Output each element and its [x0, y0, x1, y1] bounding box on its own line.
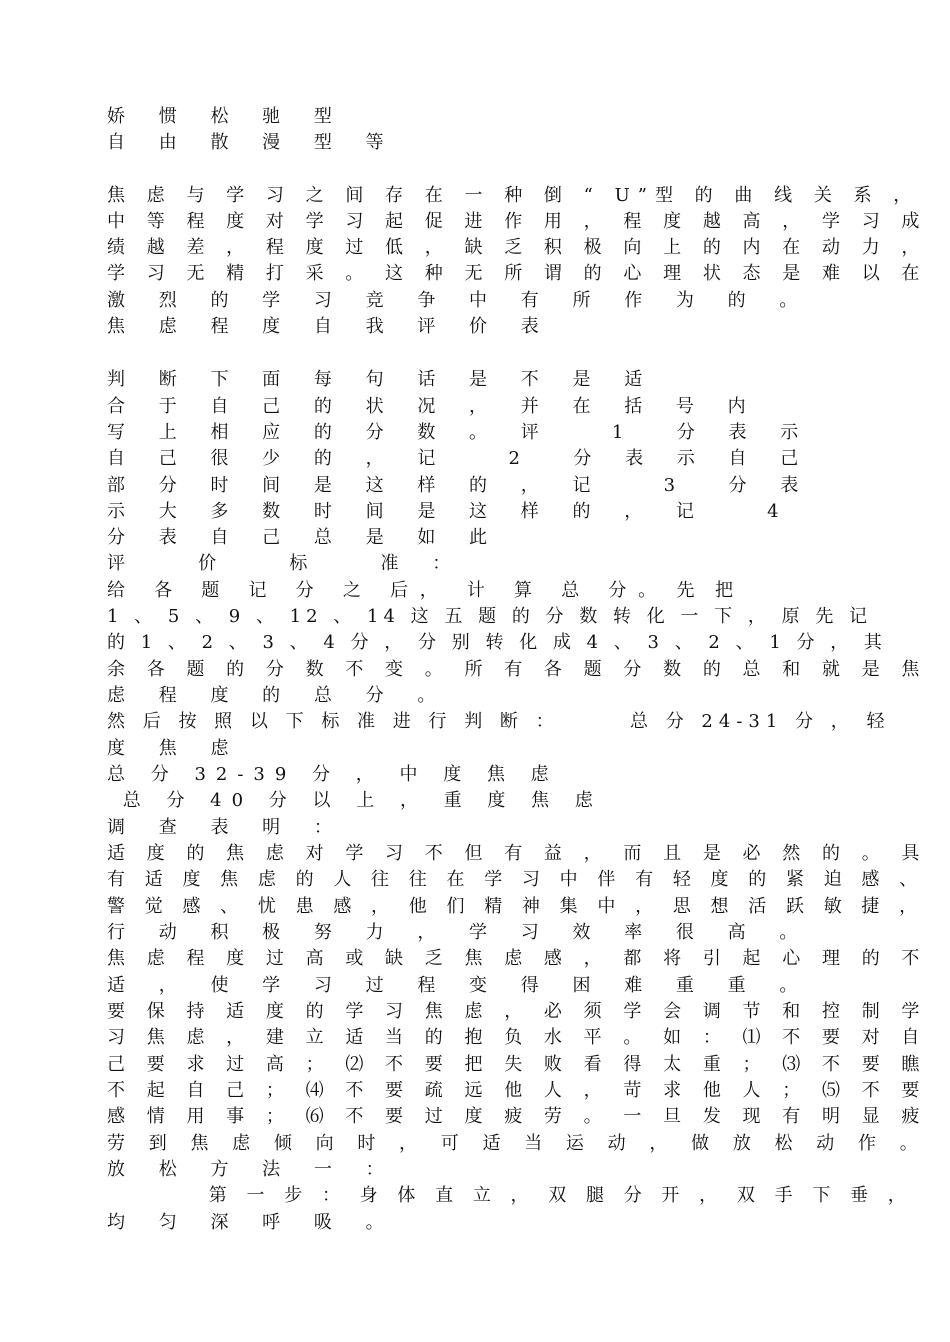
- text-line: 1 、 5 、 9 、 12 、 14 这 五 题 的 分 数 转 化 一 下 ， 原 先 记: [107, 606, 873, 627]
- text-line: 调 查 表 明 ：: [107, 817, 346, 838]
- text-line: 判 断 下 面 每 句 话 是 不 是 适: [107, 369, 657, 390]
- text-line: 度 焦 虑: [107, 738, 243, 759]
- text-line: 示 大 多 数 时 间 是 这 样 的 ， 记 4: [107, 501, 793, 522]
- text-line: 习 焦 虑 ， 建 立 适 当 的 抱 负 水 平 。 如 ： ⑴ 不 要 对 自: [107, 1027, 928, 1048]
- text-line: 学 习 无 精 打 采 。 这 种 无 所 谓 的 心 理 状 态 是 难 以 在: [107, 263, 928, 284]
- text-line: 要 保 持 适 度 的 学 习 焦 虑 ， 必 须 学 会 调 节 和 控 制 学: [107, 1001, 928, 1022]
- text-line: 行 动 积 极 努 力 ， 学 习 效 率 很 高 。: [107, 922, 812, 943]
- text-line: 部 分 时 间 是 这 样 的 ， 记 3 分 表: [107, 475, 813, 496]
- text-line: 均 匀 深 呼 吸 。: [107, 1212, 398, 1233]
- text-line: 不 起 自 己 ； ⑷ 不 要 疏 远 他 人 ， 苛 求 他 人 ； ⑸ 不 要: [107, 1080, 928, 1101]
- text-line: 虑 程 度 的 总 分 。: [107, 685, 450, 706]
- text-line: 绩 越 差 ， 程 度 过 低 ， 缺 乏 积 极 向 上 的 内 在 动 力 ，: [107, 237, 928, 258]
- text-line: 评 价 标 准 ：: [107, 553, 465, 574]
- text-line: 娇 惯 松 驰 型: [107, 106, 346, 127]
- text-line: 警 觉 感 、 忧 患 感 ， 他 们 精 神 集 中 ， 思 想 活 跃 敏 捷 ，: [107, 896, 925, 917]
- text-line: 放 松 方 法 一 ：: [107, 1159, 398, 1180]
- text-line: 有 适 度 焦 虑 的 人 往 往 在 学 习 中 伴 有 轻 度 的 紧 迫 感 、: [107, 869, 925, 890]
- text-line: 适 ， 使 学 习 过 程 变 得 困 难 重 重 。: [107, 975, 812, 996]
- text-line: 中 等 程 度 对 学 习 起 促 进 作 用 ， 程 度 越 高 ， 学 习 成: [107, 211, 928, 232]
- text-line: 合 于 自 己 的 状 况 ， 并 在 括 号 内: [107, 396, 760, 417]
- text-line: 焦 虑 程 度 自 我 评 价 表: [107, 316, 553, 337]
- text-line: 第 一 步 ： 身 体 直 立 ， 双 腿 分 开 ， 双 手 下 垂 ，: [107, 1185, 913, 1206]
- text-line: 的 1 、 2 、 3 、 4 分 ， 分 别 转 化 成 4 、 3 、 2 、 1 分 ， 其: [107, 632, 887, 653]
- text-line: 激 烈 的 学 习 竞 争 中 有 所 作 为 的 。: [107, 290, 812, 311]
- text-line: 焦 虑 与 学 习 之 间 存 在 一 种 倒 “ U”型 的 曲 线 关 系 ，: [107, 185, 920, 206]
- text-line: 感 情 用 事 ； ⑹ 不 要 过 度 疲 劳 。 一 旦 发 现 有 明 显 疲: [107, 1106, 928, 1127]
- text-line: 焦 虑 程 度 过 高 或 缺 乏 焦 虑 感 ， 都 将 引 起 心 理 的 不: [107, 948, 928, 969]
- text-line: 分 表 自 己 总 是 如 此: [107, 527, 502, 548]
- text-line: 总 分 32-39 分 ， 中 度 焦 虑: [107, 764, 559, 785]
- text-line: 总 分 40 分 以 上 ， 重 度 焦 虑: [107, 790, 603, 811]
- text-line: 自 由 散 漫 型 等: [107, 132, 398, 153]
- text-line: 写 上 相 应 的 分 数 。 评 1 分 表 示: [107, 422, 813, 443]
- text-line: 己 要 求 过 高 ； ⑵ 不 要 把 失 败 看 得 太 重 ； ⑶ 不 要 瞧: [107, 1054, 928, 1075]
- text-line: 劳 到 焦 虑 倾 向 时 ， 可 适 当 运 动 ， 做 放 松 动 作 。: [107, 1133, 927, 1154]
- text-line: 给 各 题 记 分 之 后 ， 计 算 总 分 。 先 把: [107, 580, 736, 601]
- text-line: 余 各 题 的 分 数 不 变 。 所 有 各 题 分 数 的 总 和 就 是 焦: [107, 659, 928, 680]
- text-line: 然 后 按 照 以 下 标 准 进 行 判 断 ： 总 分 24-31 分 ， 轻: [107, 711, 891, 732]
- text-line: 适 度 的 焦 虑 对 学 习 不 但 有 益 ， 而 且 是 必 然 的 。 具: [107, 843, 928, 864]
- text-line: 自 己 很 少 的 ， 记 2 分 表 示 自 己: [107, 448, 813, 469]
